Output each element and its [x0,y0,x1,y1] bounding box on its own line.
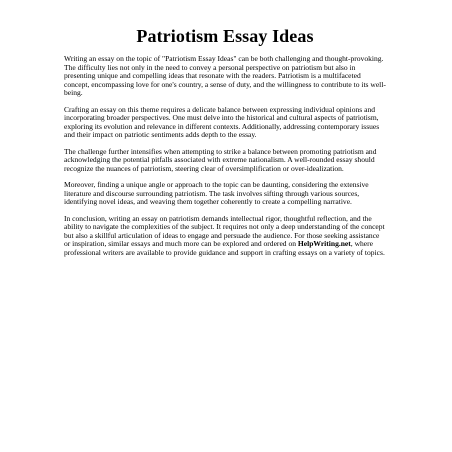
paragraph-conclusion [64,215,386,258]
document-title: Patriotism Essay Ideas [136,26,314,46]
document-page [64,26,386,265]
paragraph-intro: Writing an essay on the topic of "Patriotism Essay Ideas" can be both challenging and thought-provoking. The difficulty lies not only in the need to convey a personal perspective on patriotism but also in presenting unique and compelling ideas that resonate with the readers. Patriotism is a multifaceted concept, encompassing love for one's country, a sense of duty, and the willingness to contribute to its well-being. [64,54,386,97]
brand-link-text: HelpWriting.net [297,239,351,248]
conclusion-text-before: In conclusion, writing an essay on patriotism demands intellectual rigor, thoughtful reflection, and the ability to navigate the complexities of the subject. It requires not only a deep understanding of the concept but also a skillful articulation of ideas to engage and persuade the audience. For those seeking assistance or inspiration, similar essays and much more can be explored and ordered on [64,213,385,248]
conclusion-text-after: , where professional writers are available to provide guidance and support in crafting essays on a variety of topics. [64,239,385,257]
paragraph-challenge: The challenge further intensifies when attempting to strike a balance between promoting patriotism and acknowledging the potential pitfalls associated with extreme nationalism. A well-rounded essay should recognize the nuances of patriotism, steering clear of oversimplification or over-idealization. [64,146,377,173]
paragraph-moreover: Moreover, finding a unique angle or approach to the topic can be daunting, considering the extensive literature and discourse surrounding patriotism. The task involves sifting through various sources, identifying novel ideas, and weaving them together coherently to create a compelling narrative. [64,180,369,206]
paragraph-crafting: Crafting an essay on this theme requires a delicate balance between expressing individual opinions and incorporating broader perspectives. One must delve into the historical and cultural aspects of patriotism, exploring its evolution and relevance in different contexts. Additionally, addressing contemporary issues and their impact on patriotic sentiments adds depth to the essay. [64,104,380,139]
